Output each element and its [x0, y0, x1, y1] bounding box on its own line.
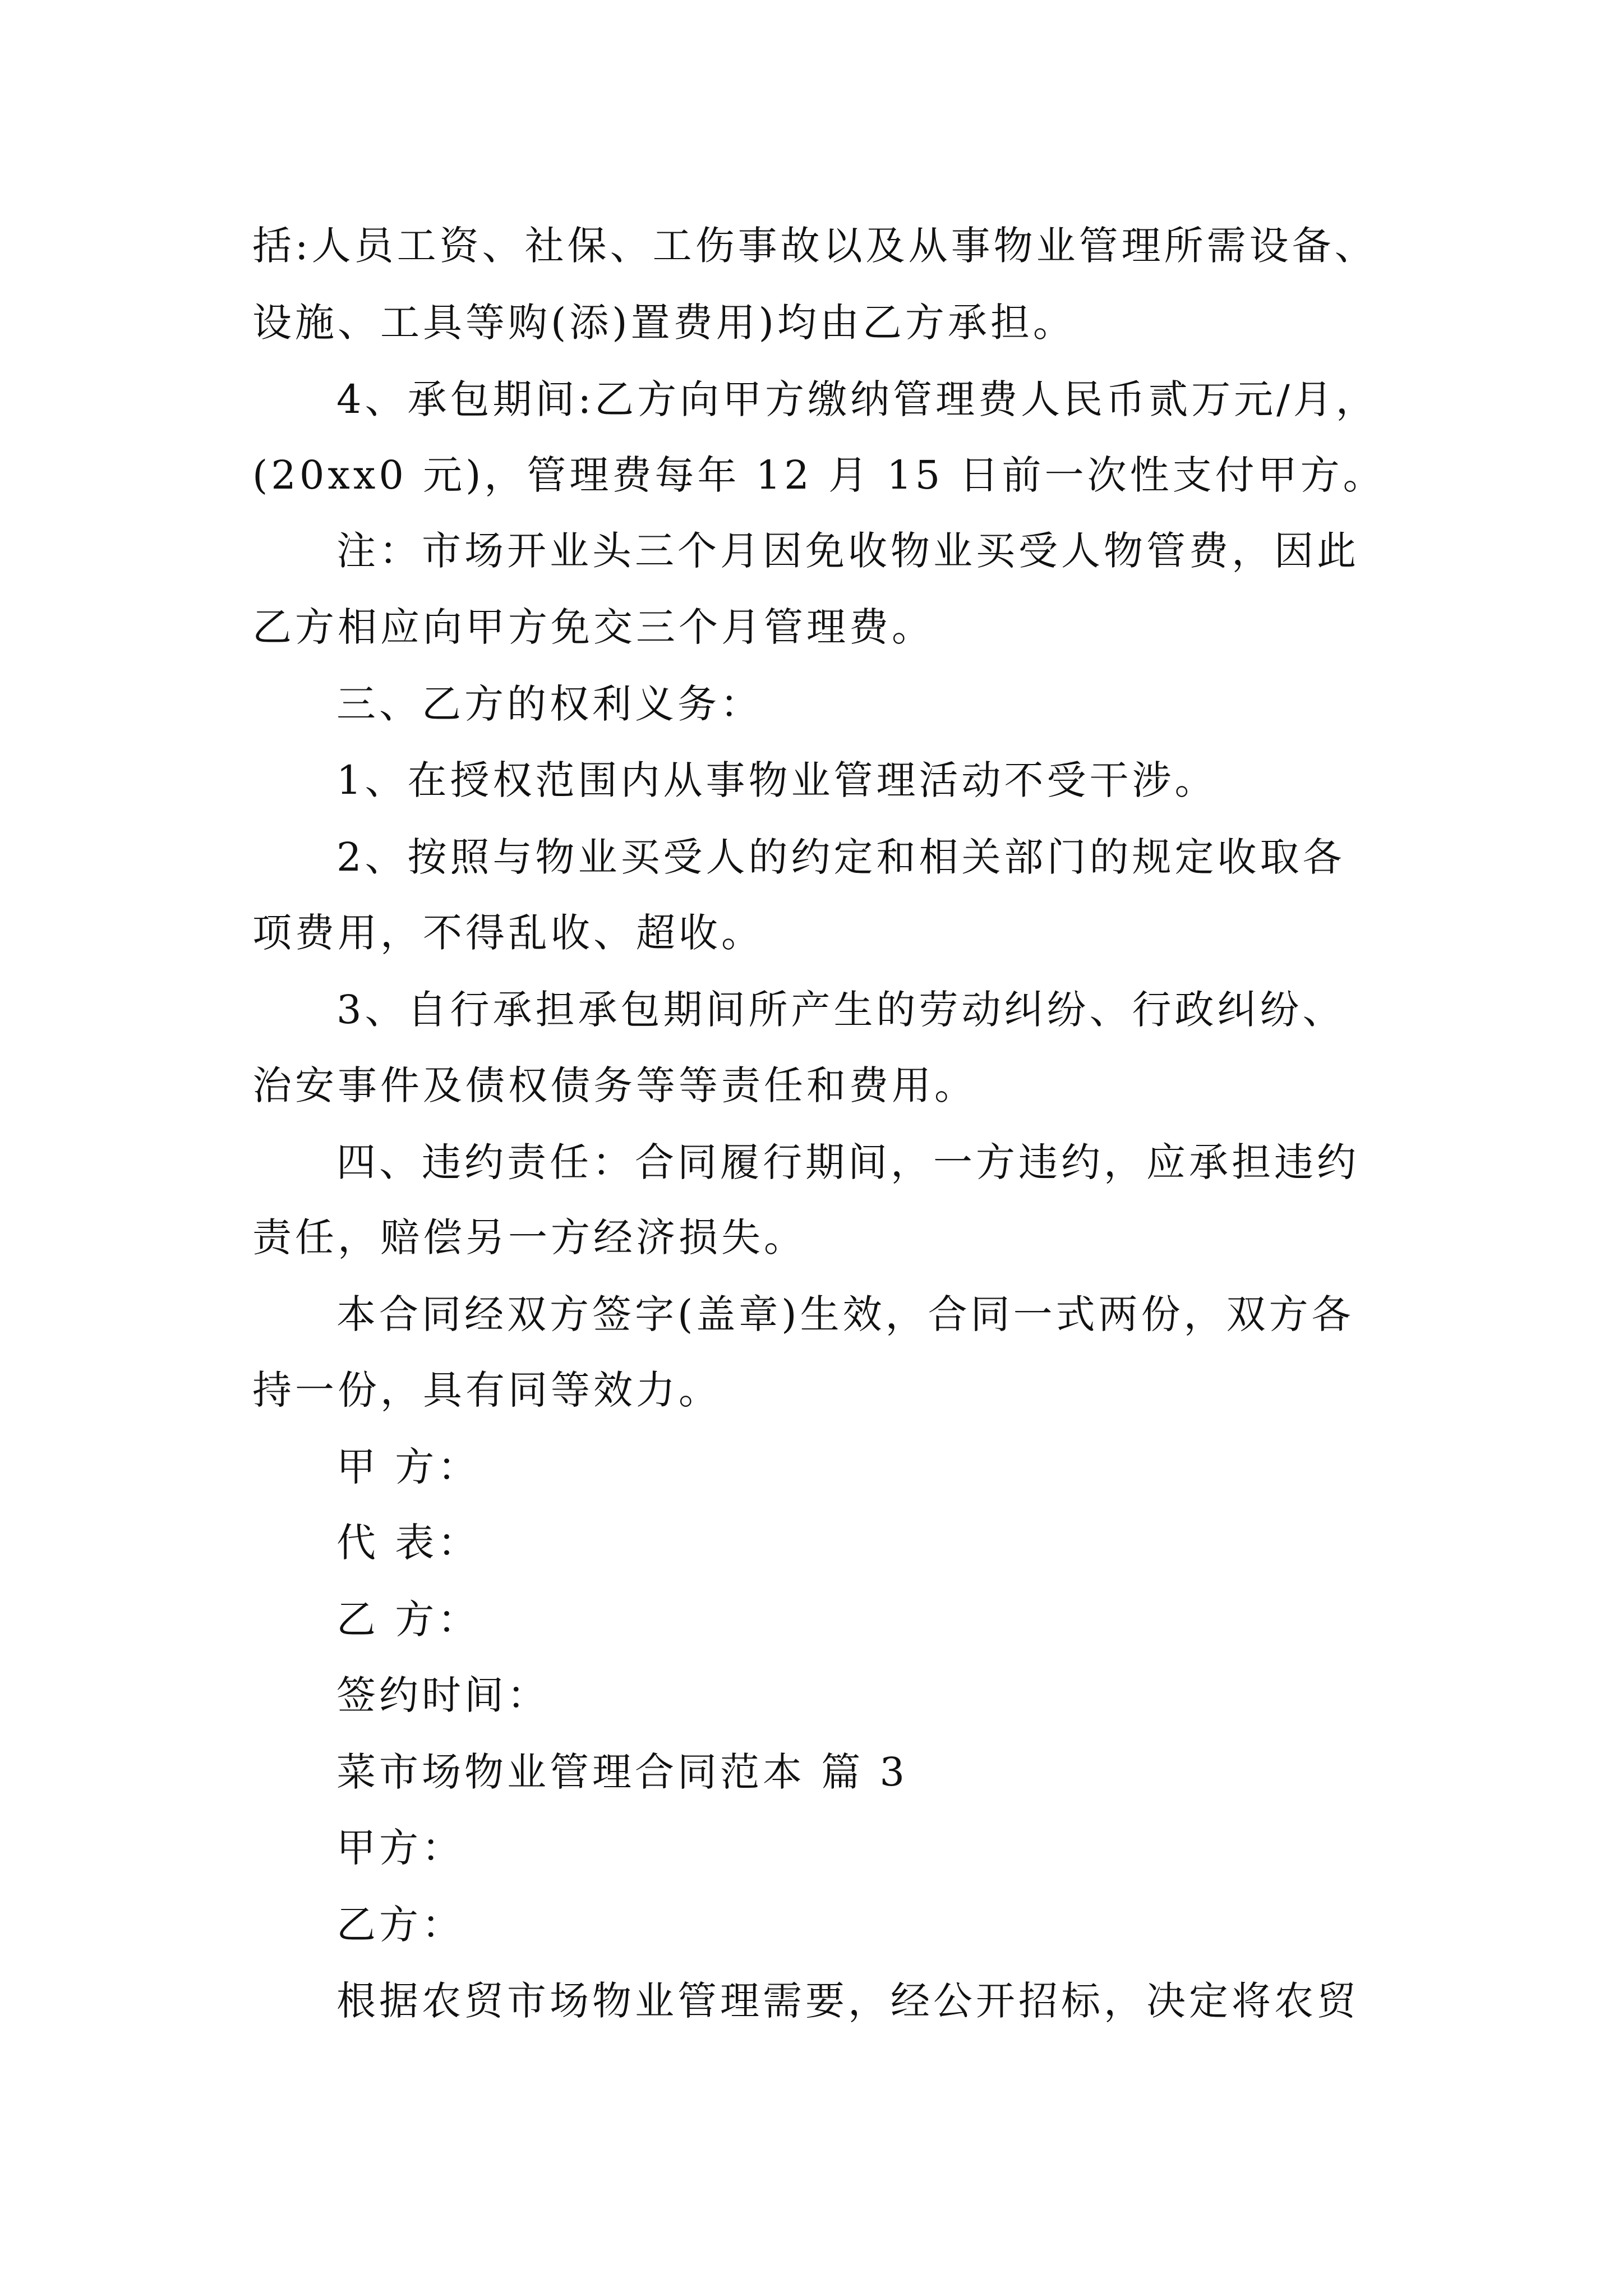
paragraph-line: 4、承包期间:乙方向甲方缴纳管理费人民币贰万元/月，: [336, 376, 1378, 422]
paragraph-line: 治安事件及债权债务等等责任和费用。: [252, 1062, 977, 1108]
paragraph-line: 责任，赔偿另一方经济损失。: [252, 1214, 806, 1260]
signature-field-date: 签约时间：: [336, 1672, 550, 1718]
paragraph-line: 根据农贸市场物业管理需要，经公开招标，决定将农贸: [336, 1978, 1359, 2024]
paragraph-line: 注：市场开业头三个月因免收物业买受人物管费，因此: [336, 528, 1359, 574]
paragraph-line: 本合同经双方签字(盖章)生效，合同一式两份，双方各: [336, 1291, 1354, 1337]
paragraph-line: 持一份，具有同等效力。: [252, 1367, 721, 1413]
signature-field-party-b: 乙 方：: [336, 1596, 481, 1642]
section-heading: 三、乙方的权利义务：: [336, 681, 763, 727]
paragraph-line: 1、在授权范围内从事物业管理活动不受干涉。: [336, 757, 1218, 803]
paragraph-line: 四、违约责任：合同履行期间，一方违约，应承担违约: [336, 1139, 1359, 1185]
signature-field-representative: 代 表：: [336, 1520, 481, 1566]
section-title: 菜市场物业管理合同范本 篇 3: [336, 1749, 909, 1795]
paragraph-line: (20xx0 元)，管理费每年 12 月 15 日前一次性支付甲方。: [252, 452, 1386, 498]
paragraph-line: 设施、工具等购(添)置费用)均由乙方承担。: [252, 300, 1076, 346]
paragraph-line: 乙方相应向甲方免交三个月管理费。: [252, 604, 934, 650]
paragraph-line: 3、自行承担承包期间所产生的劳动纠纷、行政纠纷、: [336, 987, 1345, 1033]
signature-field-party-a: 甲 方：: [336, 1444, 481, 1490]
paragraph-line: 2、按照与物业买受人的约定和相关部门的规定收取各: [336, 834, 1345, 880]
party-b-label: 乙方：: [336, 1902, 464, 1948]
paragraph-line: 项费用，不得乱收、超收。: [252, 910, 764, 956]
party-a-label: 甲方：: [336, 1825, 464, 1871]
paragraph-line: 括:人员工资、社保、工伤事故以及从事物业管理所需设备、: [252, 223, 1377, 269]
